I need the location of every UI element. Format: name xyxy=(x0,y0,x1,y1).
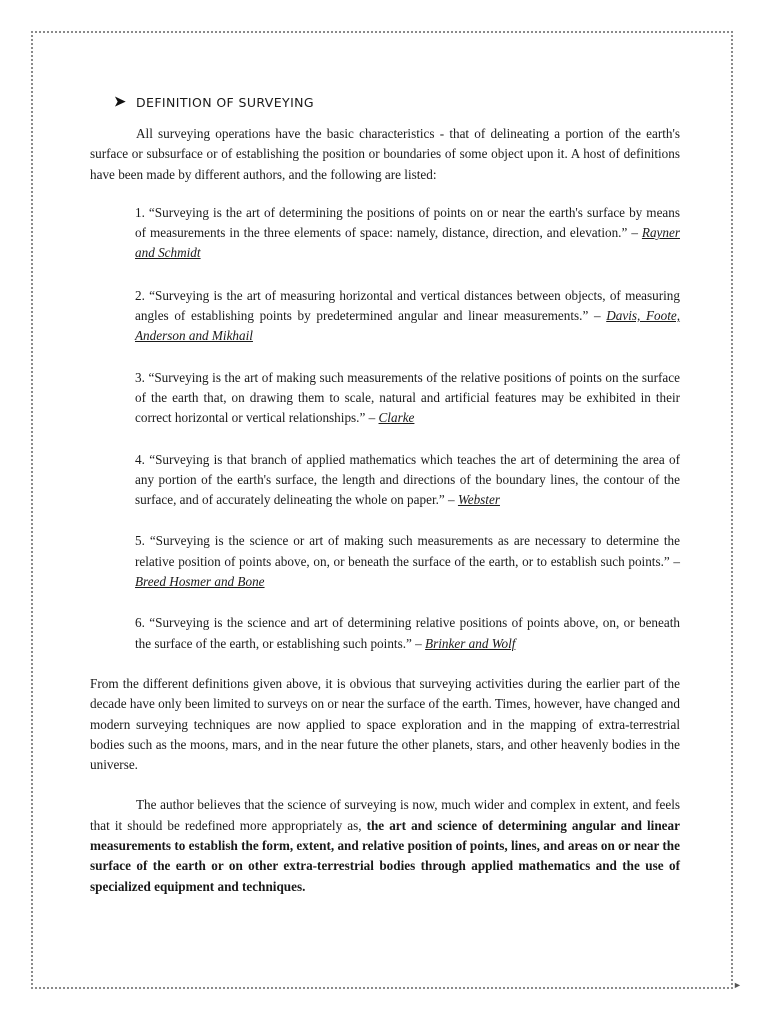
conclusion-paragraph: From the different definitions given above, it is obvious that surveying activities during the earlier part of the decade have only been limited to surveys on or near the surface of the earth. Times, however, have changed and modern surveying techniques are now applied to space exploration and in the mapping of extra-terrestrial bodies such as the moons, mars, and in the near future the other planets, stars, and other heavenly bodies in the universe. xyxy=(90,675,680,773)
document-body xyxy=(90,92,680,897)
definition-text: 2. “Surveying is the art of measuring horizontal and vertical distances between objects, of measuring angles of establishing points by predetermined angular and linear measurements.” – xyxy=(135,287,680,324)
arrow-bullet-icon: ➤ xyxy=(114,95,126,110)
definition-item xyxy=(135,613,680,654)
intro-paragraph: All surveying operations have the basic characteristics - that of delineating a portion of the earth's surface or subsurface or of establishing the position or boundaries of some object upon it. A host of definitions have been made by different authors, and the following are listed: xyxy=(90,126,680,182)
definition-author: Brinker and Wolf xyxy=(425,635,516,651)
definition-author: Davis, Foote, Anderson and Mikhail xyxy=(135,308,681,344)
definition-text: 3. “Surveying is the art of making such measurements of the relative positions of points on the surface of the earth that, on drawing them to scale, natural and artificial features may be exhibited in their correct horizontal or vertical relationships.” – xyxy=(135,369,680,426)
definition-author: Clarke xyxy=(378,410,415,426)
heading-text: DEFINITION OF SURVEYING xyxy=(136,94,315,110)
definition-text: 4. “Surveying is that branch of applied mathematics which teaches the art of determining the area of any portion of the earth's surface, the length and directions of the boundary lines, the contour of the surface, and of accurately delineating the whole on paper.” – xyxy=(135,451,680,508)
closing-lead: The author believes that the science of surveying is now, much wider and complex in extent, and feels that it should be redefined more appropriately as, xyxy=(90,797,680,833)
definition-author: Breed Hosmer and Bone xyxy=(135,574,265,590)
definition-text: 6. “Surveying is the science and art of determining relative positions of points above, on, or beneath the surface of the earth, or establishing such points.” – xyxy=(135,615,680,651)
definition-text: 5. “Surveying is the science or art of making such measurements as are necessary to determine the relative position of points above, on, or beneath the surface of the earth, or to establish such points.” – xyxy=(135,533,680,569)
definition-item xyxy=(135,368,680,429)
closing-bold-definition: the art and science of determining angular and linear measurements to establish the form, extent, and relative position of points, lines, and areas on or near the surface of the earth or on other extra-terrestrial bodies through applied mathematics and the use of specialized equipment and techniques. xyxy=(90,817,680,894)
closing-paragraph xyxy=(90,795,680,896)
definition-item xyxy=(135,203,680,264)
definition-item xyxy=(135,286,680,347)
definitions-list xyxy=(135,203,680,654)
definition-item xyxy=(135,450,680,511)
definition-text: 1. “Surveying is the art of determining the positions of points on or near the earth's surface by means of measurements in the three elements of space: namely, distance, direction, and elevation.” – xyxy=(135,204,680,241)
definition-item xyxy=(135,531,680,592)
border-corner-mark: ► xyxy=(733,980,742,990)
section-heading xyxy=(114,92,680,114)
definition-author: Rayner and Schmidt xyxy=(135,225,680,261)
definition-author: Webster xyxy=(457,492,500,508)
